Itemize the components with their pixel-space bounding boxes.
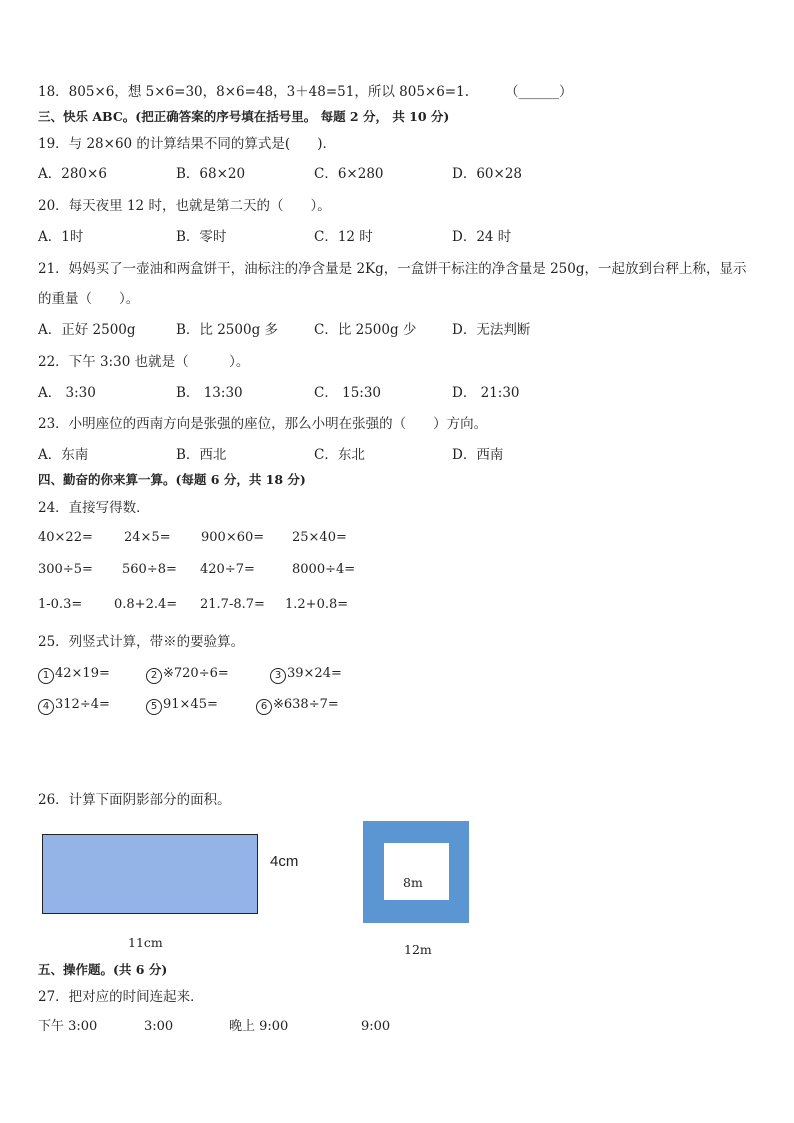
question-19-option-a[interactable]: A．280×6 [38, 166, 107, 182]
q24-item: 24×5= [124, 530, 171, 545]
section-5-heading: 五、操作题。(共 6 分) [38, 962, 168, 977]
rect-height-label: 4cm [270, 853, 299, 870]
outer-square-label: 12m [404, 942, 432, 957]
circled-number: 2 [146, 668, 162, 684]
shaded-square-frame-figure [363, 821, 469, 923]
q24-item: 560÷8= [122, 562, 177, 577]
circled-number: 6 [256, 699, 272, 715]
question-22-option-c[interactable]: C． 15:30 [314, 385, 382, 401]
question-20-option-a[interactable]: A．1时 [38, 229, 84, 245]
question-20-option-c[interactable]: C．12 时 [314, 229, 373, 245]
q24-item: 40×22= [38, 530, 93, 545]
q24-item: 25×40= [292, 530, 347, 545]
q25-expression: 312÷4= [55, 697, 110, 712]
question-22-stem: 22．下午 3:30 也就是（ ）。 [38, 354, 250, 370]
question-20-option-d[interactable]: D．24 时 [452, 229, 512, 245]
rect-width-label: 11cm [128, 935, 163, 950]
q25-expression: 42×19= [55, 666, 110, 681]
question-26-stem: 26．计算下面阴影部分的面积。 [38, 792, 231, 808]
question-23-option-b[interactable]: B．西北 [176, 447, 227, 463]
section-4-heading: 四、勤奋的你来算一算。(每题 6 分，共 18 分) [38, 472, 306, 487]
q24-item: 8000÷4= [292, 562, 356, 577]
q25-item-3 [270, 664, 342, 684]
question-24-stem: 24．直接写得数． [38, 500, 150, 516]
question-21-option-d[interactable]: D．无法判断 [452, 322, 531, 338]
question-22-option-b[interactable]: B． 13:30 [176, 385, 243, 401]
question-18-text: 18．805×6，想 5×6=30，8×6=48，3＋48=51，所以 805×6=1. [38, 84, 470, 100]
time-item[interactable]: 下午 3:00 [38, 1019, 98, 1034]
time-item[interactable]: 9:00 [361, 1019, 391, 1034]
question-27-stem: 27．把对应的时间连起来． [38, 989, 204, 1005]
inner-white-square [384, 843, 449, 900]
question-20-option-b[interactable]: B．零时 [176, 229, 227, 245]
question-18 [38, 82, 469, 102]
q25-expression: ※720÷6= [163, 666, 229, 681]
question-22-option-d[interactable]: D． 21:30 [452, 385, 520, 401]
q24-item: 300÷5= [38, 562, 93, 577]
question-19-stem: 19．与 28×60 的计算结果不同的算式是( )． [38, 136, 336, 152]
q24-item: 1.2+0.8= [285, 597, 349, 612]
q25-item-1 [38, 664, 110, 684]
question-23-option-c[interactable]: C．东北 [314, 447, 365, 463]
q25-item-2 [146, 664, 229, 684]
q25-item-6 [256, 695, 339, 715]
question-19-option-b[interactable]: B．68×20 [176, 166, 246, 182]
question-23-option-d[interactable]: D．西南 [452, 447, 504, 463]
question-23-option-a[interactable]: A．东南 [38, 447, 89, 463]
q25-item-4 [38, 695, 110, 715]
q24-item: 900×60= [201, 530, 265, 545]
q25-item-5 [146, 695, 218, 715]
circled-number: 4 [38, 699, 54, 715]
question-22-option-a[interactable]: A． 3:30 [38, 385, 96, 401]
question-21-option-a[interactable]: A．正好 2500g [38, 322, 136, 338]
question-23-stem: 23．小明座位的西南方向是张强的座位，那么小明在张强的（ ）方向。 [38, 416, 488, 432]
q24-item: 0.8+2.4= [114, 597, 178, 612]
q25-expression: ※638÷7= [273, 697, 339, 712]
q24-item: 1-0.3= [38, 597, 83, 612]
inner-square-label: 8m [403, 875, 423, 890]
circled-number: 5 [146, 699, 162, 715]
question-19-option-c[interactable]: C．6×280 [314, 166, 384, 182]
question-25-stem: 25．列竖式计算，带※的要验算。 [38, 634, 245, 650]
question-21-stem-line2: 的重量（ ）。 [38, 291, 140, 307]
q25-expression: 91×45= [163, 697, 218, 712]
question-21-option-c[interactable]: C．比 2500g 少 [314, 322, 417, 338]
question-19-option-d[interactable]: D．60×28 [452, 166, 522, 182]
q24-item: 21.7-8.7= [200, 597, 265, 612]
question-21-option-b[interactable]: B．比 2500g 多 [176, 322, 279, 338]
circled-number: 3 [270, 668, 286, 684]
question-21-stem-line1: 21．妈妈买了一壶油和两盒饼干，油标注的净含量是 2Kg，一盒饼干标注的净含量是 250g，一起放到台秤上称，显示 [38, 261, 747, 277]
q25-expression: 39×24= [287, 666, 342, 681]
q24-item: 420÷7= [200, 562, 255, 577]
shaded-rectangle-figure [42, 834, 258, 914]
question-18-blank[interactable]: （______） [505, 84, 573, 100]
time-item[interactable]: 晚上 9:00 [229, 1019, 289, 1034]
question-20-stem: 20．每天夜里 12 时，也就是第二天的（ ）。 [38, 198, 331, 214]
time-item[interactable]: 3:00 [144, 1019, 174, 1034]
section-3-heading: 三、快乐 ABC。(把正确答案的序号填在括号里。 每题 2 分， 共 10 分) [38, 109, 450, 124]
circled-number: 1 [38, 668, 54, 684]
